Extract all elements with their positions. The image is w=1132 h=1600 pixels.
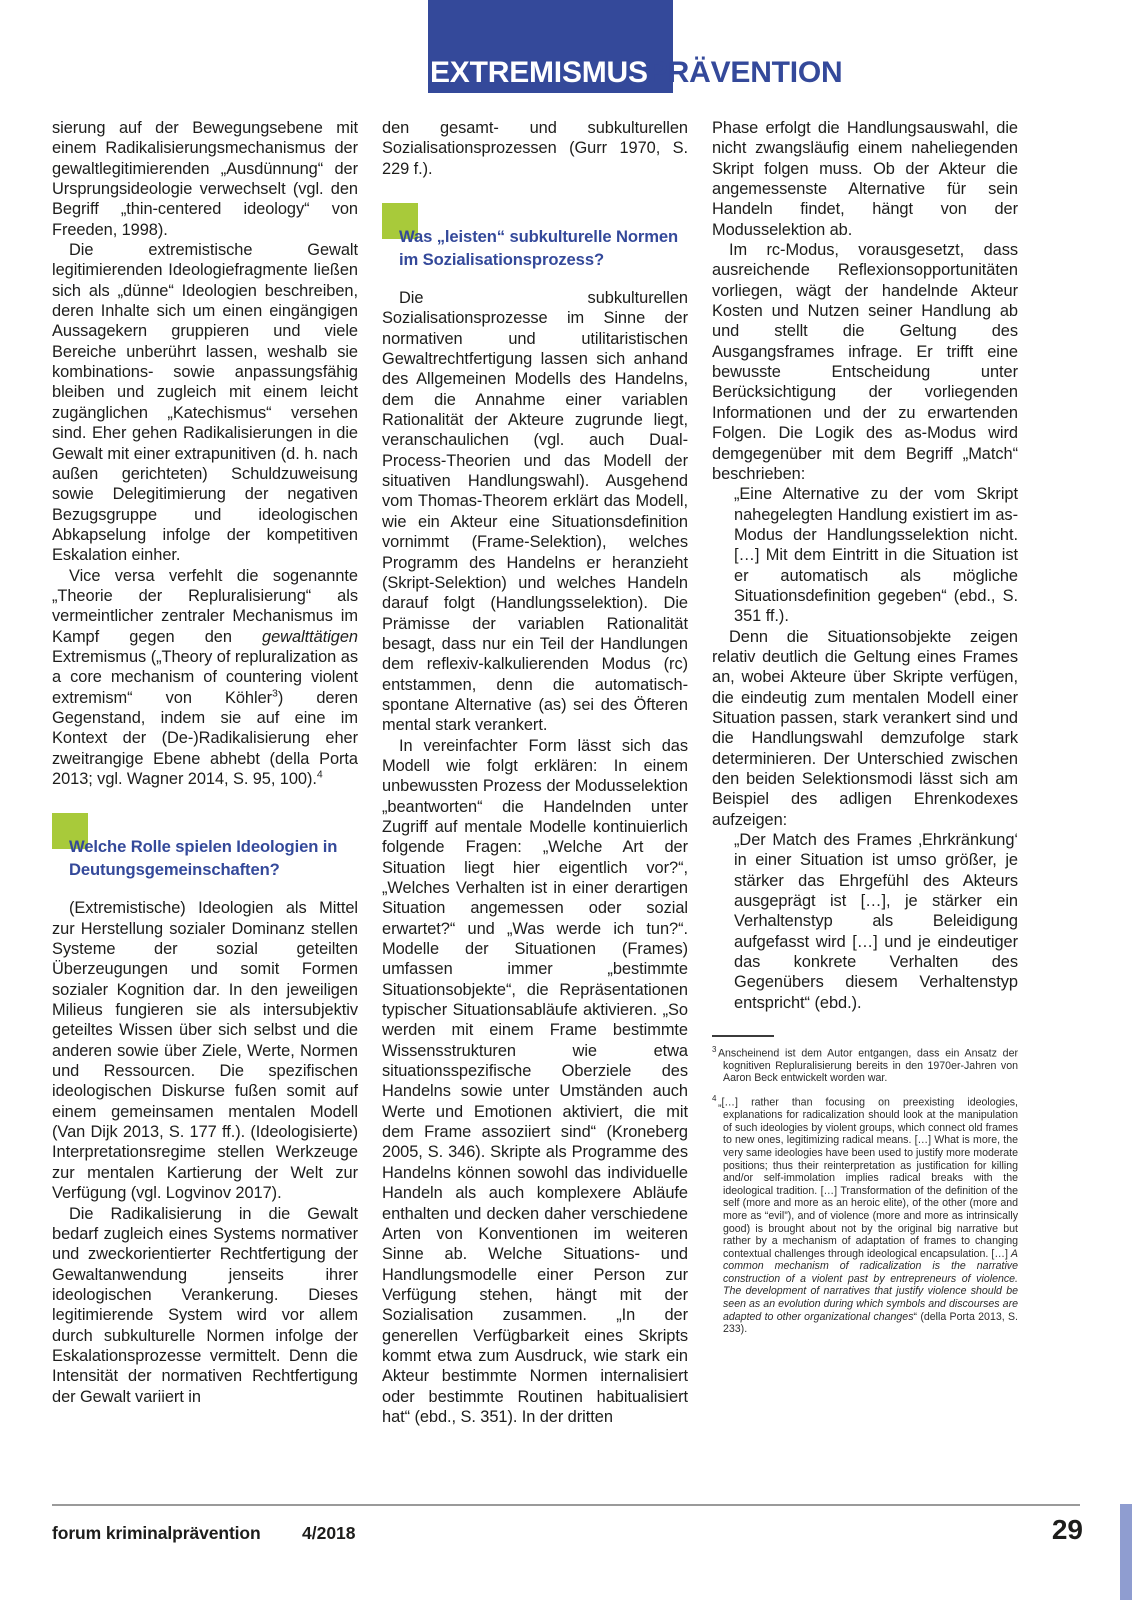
article-columns (52, 118, 1084, 1427)
paragraph-text: Extremismus („Theory of repluralization as a core mechanism of countering violent extremism“ von Köhler (52, 647, 358, 707)
section-heading-text: Welche Rolle spielen Ideologien in Deutungsgemeinschaften? (69, 837, 338, 880)
footer-accent-bar (1120, 1504, 1132, 1600)
paragraph: den gesamt- und subkulturellen Sozialisationsprozessen (Gurr 1970, S. 229 f.). (382, 119, 688, 178)
block-quote: „Eine Alternative zu der vom Skript nahegelegten Handlung existiert im as-Modus der Handlungsselektion nicht. […] Mit dem Eintritt in die Situation ist er automatisch als mögliche Situationsdefinition gegeben“ (ebd., S. 351 ff.). (734, 485, 1018, 626)
footnote-divider (712, 1035, 774, 1037)
paragraph: In vereinfachter Form lässt sich das Modell wie folgt erklären: In einem unbewussten Prozess der Modusselektion „beantworten“ die Handelnden unter Zugriff auf mentale Modelle kontinuierlich folgende Fragen: „Welche Art der Situation liegt hier eigentlich vor?“, „Welches Verhalten ist in einer derartigen Situation angemessen oder sozial erwartet?“ und „Was werde ich tun?“. Modelle der Situationen (Frames) umfassen immer „bestimmte Situationsobjekte“, die Repräsentationen typischer Situationsabläufe aktivieren. „So werden mit einem Frame bestimmte Wissensstrukturen wie etwa situationsspezifische Oberziele des Handelns sowie unter Umständen auch Werte und Emotionen aktiviert, die mit dem Frame assoziiert sind“ (Kroneberg 2005, S. 346). Skripte als Programme des Handelns können sowohl das individuelle Handeln als auch komplexere Abläufe enthalten und decken daher verschiedene Arten von Konventionen im weiteren Sinne ab. Welche Situations- und Handlungsmodelle einer Person zur Verfügung stehen, hängt mit der Sozialisation zusammen. „In der generellen Verfügbarkeit eines Skripts kommt etwa zum Ausdruck, wie stark ein Akteur bestimmte Normen internalisiert oder bestimmte Routinen habitualisiert hat“ (ebd., S. 351). In der dritten (382, 736, 688, 1426)
footnote-text: „[…] rather than focusing on preexisting ideologies, explanations for radicalization should look at the manipulation of such ideologies by violent groups, which connect old frames to new ones, legitimizing radical means. […] What is more, the very same ideologies have been used to justify more moderate positions; thus their reinterpretation as justification for killing and/or self-immolation implies radical breaks with the ideological tradition. […] Transformation of the definition of the self (more and more as an heroic elite), of the other (more and more as “evil”), and of violence (more and more as intrinsically good) is brought about not by the original big narrative but rather by a mechanism of adaptation of frames to changing contextual challenges through ideological encapsulation. […] (717, 1096, 1018, 1260)
paragraph (52, 566, 358, 790)
paragraph: Im rc-Modus, vorausgesetzt, dass ausreichende Reflexionsopportunitäten vorliegen, wägt der handelnde Akteur Kosten und Nutzen seiner Handlung ab und stellt die Geltung des Ausgangsframes infrage. Er trifft eine bewusste Entscheidung unter Berücksichtigung der vorliegenden Informationen und der zu erwartenden Folgen. Die Logik des as-Modus wird demgegenüber mit dem Begriff „Match“ beschrieben: (712, 241, 1018, 483)
page-title-primary: EXTREMISMUS (430, 56, 648, 89)
section-heading-ideologien (52, 813, 358, 881)
footnote-text-italic: A common mechanism of radicalization is the narrative construction of a violent past by entrepreneurs of violence. The development of narratives that justify violence should be seen as an evolution during which symbols and discourses are adapted to other organizational changes (723, 1247, 1018, 1323)
paragraph: Phase erfolgt die Handlungsauswahl, die nicht zwangsläufig einem naheliegenden Skript folgen muss. Ob der Akteur die angemessenste Alternative für sein Handeln findet, hängt von der Modusselektion ab. (712, 119, 1018, 239)
page-header (0, 0, 1132, 100)
footnotes-section (712, 1035, 1018, 1336)
footnote-number: 4 (712, 1094, 717, 1104)
paragraph: Die subkulturellen Sozialisationsprozesse im Sinne der normativen und utilitaristischen Gewaltrechtfertigung lassen sich anhand des Allgemeinen Modells des Handelns, dem die Annahme einer variablen Rationalität der Akteure zugrunde liegt, veranschaulichen (vgl. auch Dual-Process-Theorien und das Modell der situativen Handlungswahl). Ausgehend vom Thomas-Theorem erklärt das Modell, wie ein Akteur eine Situationsdefinition vornimmt (Frame-Selektion), welches Programm des Handelns er heranzieht (Skript-Selektion) und welches Handeln darauf folgt (Handlungsselektion). Die Prämisse der variablen Rationalität besagt, dass nur ein Teil der Handlungen dem reflexiv-kalkulierenden Modus (rc) entstammen, denn die automatisch-spontane Alternative (as) sei des Öfteren mental stark verankert. (382, 289, 688, 735)
column-3 (712, 118, 1018, 1427)
paragraph: Denn die Situationsobjekte zeigen relativ deutlich die Geltung eines Frames an, wobei Akteure über Skripte verfügen, die eindeutig zum mentalen Modell einer Situation passen, stark verankert sind und die Handlungswahl demzufolge stark determinieren. Der Unterschied zwischen den beiden Selektionsmodi lässt sich am Beispiel des adligen Ehrenkodexes aufzeigen: (712, 627, 1018, 829)
page-title (430, 56, 843, 90)
footnote-ref[interactable]: 4 (316, 768, 323, 781)
column-1 (52, 118, 358, 1427)
footnote-text: “ (della Porta 2013, S. 233). (723, 1310, 1018, 1336)
paragraph: (Extremistische) Ideologien als Mittel zur Herstellung sozialer Dominanz stellen Systeme der sozial geteilten Überzeugungen und somit Formen sozialer Kognition dar. In den jeweiligen Milieus fungieren sie als intersubjektiv geteiltes Wissen über sich selbst und die anderen sowie über Ziele, Werte, Normen und Ressourcen. Die spezifischen ideologischen Diskurse fußen somit auf einem gemeinsamen mentalen Modell (Van Dijk 2013, S. 177 ff.). (Ideologisierte) Interpretationsregime stellen Werkzeuge zur mentalen Kartierung der Welt zur Verfügung (vgl. Logvinov 2017). (52, 899, 358, 1203)
emphasis-text: gewalttätigen (262, 627, 358, 646)
footnote-item (712, 1044, 1018, 1085)
footnote-number: 3 (712, 1044, 717, 1054)
column-2 (382, 118, 688, 1427)
page-number: 29 (1051, 1514, 1083, 1545)
paragraph-text: ) deren Gegenstand, indem sie auf eine im Kontext der (De-)Radikalisierung eher zweitrangige Ebene abhebt (della Porta 2013; vgl. Wagner 2014, S. 95, 100). (52, 688, 358, 788)
paragraph-text: Vice versa verfehlt die sogenannte „Theorie der Repluralisierung“ als vermeintlicher zentraler Mechanismus im Kampf gegen den (52, 566, 358, 646)
section-heading-normen (382, 203, 688, 271)
page-title-secondary: PRÄVENTION (647, 56, 843, 89)
page-footer (0, 1504, 1132, 1600)
footnote-item (712, 1093, 1018, 1336)
footnote-ref[interactable]: 3 (272, 687, 278, 700)
journal-issue: 4/2018 (302, 1523, 356, 1543)
footer-divider (52, 1504, 1080, 1506)
footnote-text: Anscheinend ist dem Autor entgangen, dass ein Ansatz der kognitiven Repluralisierung bereits in den 1970er-Jahren von Aaron Beck entwickelt worden war. (717, 1047, 1018, 1085)
paragraph: Die extremistische Gewalt legitimierenden Ideologiefragmente ließen sich als „dünne“ Ideologien beschreiben, deren Inhalte sich um einen eingängigen Aussagekern gruppieren und viele Bereiche unberührt lassen, weshalb sie kombinations- sowie anpassungsfähig bleiben und zugleich mit einem leicht zugänglichen „Katechismus“ versehen sind. Eher gehen Radikalisierungen in die Gewalt mit einer extrapunitiven (d. h. nach außen gerichteten) Schuldzuweisung sowie Delegitimierung der negativen Bezugsgruppe und ideologischen Abkapselung infolge der kompetitiven Eskalation einher. (52, 241, 358, 565)
block-quote: „Der Match des Frames ‚Ehrkränkung‘ in einer Situation ist umso größer, je stärker das Ehrgefühl des Akteurs ausgeprägt ist […], je stärker ein Verhaltenstyp als Beleidigung aufgefasst wird […] und je eindeutiger das konkrete Verhalten des Gegenübers diesem Verhaltenstyp entspricht“ (ebd.). (734, 831, 1018, 1012)
section-heading-text: Was „leisten“ subkulturelle Normen im Sozialisationsprozess? (399, 227, 679, 270)
journal-name: forum kriminalprävention (52, 1523, 261, 1543)
paragraph: Die Radikalisierung in die Gewalt bedarf zugleich eines Systems normativer und zweckorientierter Rechtfertigung der Gewaltanwendung jenseits ihrer ideologischen Verankerung. Dieses legitimierende System wird vor allem durch subkulturelle Normen infolge der Eskalationsprozesse vermittelt. Denn die Intensität der normativen Rechtfertigung der Gewalt variiert in (52, 1204, 358, 1406)
paragraph: sierung auf der Bewegungsebene mit einem Radikalisierungsmechanismus der gewaltlegitimierenden „Ausdünnung“ der Ursprungsideologie verwechselt (vgl. den Begriff „thin-centered ideology“ von Freeden, 1998). (52, 119, 358, 239)
